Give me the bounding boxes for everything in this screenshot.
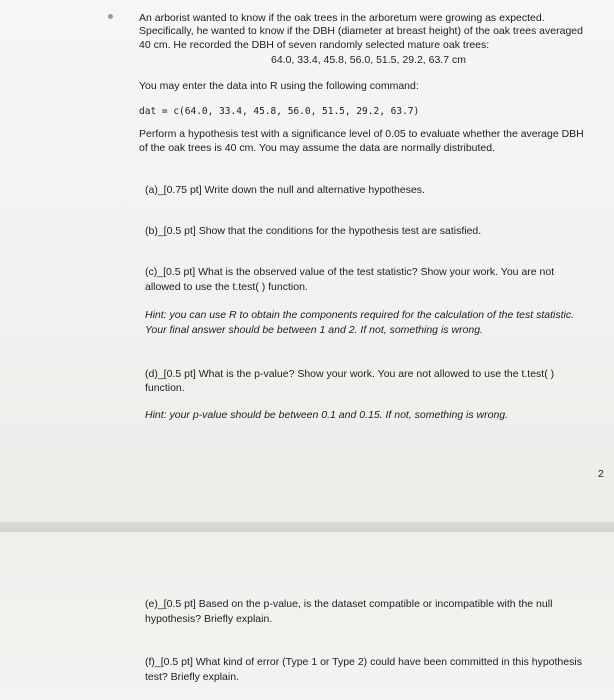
question-f-line-1: (f)_[0.5 pt] What kind of error (Type 1 or Type 2) could have been committed in this hypothesis [145,656,582,668]
bullet-dot [108,14,113,19]
question-d-hint: Hint: your p-value should be between 0.1 and 0.15. If not, something is wrong. [145,409,509,421]
data-values: 64.0, 33.4, 45.8, 56.0, 51.5, 29.2, 63.7 cm [271,54,466,66]
question-c-line-1: (c)_[0.5 pt] What is the observed value of the test statistic? Show your work. You are not [145,266,555,278]
question-c-line-2: allowed to use the t.test( ) function. [145,281,308,293]
question-e-line-1: (e)_[0.5 pt] Based on the p-value, is the dataset compatible or incompatible with the null [145,598,553,610]
intro-line-3: 40 cm. He recorded the DBH of seven randomly selected mature oak trees: [139,39,490,51]
question-f-line-2: test? Briefly explain. [145,671,239,683]
question-e-line-2: hypothesis? Briefly explain. [145,613,273,625]
intro-line-2: Specifically, he wanted to know if the DBH (diameter at breast height) of the oak trees averaged [139,25,583,37]
question-d-line-1: (d)_[0.5 pt] What is the p-value? Show your work. You are not allowed to use the t.test( ) [145,368,555,380]
task-line-2: of the oak trees is 40 cm. You may assume the data are normally distributed. [139,142,496,154]
question-b: (b)_[0.5 pt] Show that the conditions for the hypothesis test are satisfied. [145,225,482,237]
question-a: (a)_[0.75 pt] Write down the null and alternative hypotheses. [145,184,425,196]
question-c-hint-1: Hint: you can use R to obtain the components required for the calculation of the test statistic. [145,309,574,321]
r-instruction: You may enter the data into R using the following command: [139,80,419,92]
r-command: dat = c(64.0, 33.4, 45.8, 56.0, 51.5, 29.2, 63.7) [139,106,420,117]
page-number: 2 [598,468,604,480]
task-line-1: Perform a hypothesis test with a significance level of 0.05 to evaluate whether the average DBH [139,128,584,140]
page-lower [0,532,614,700]
question-c-hint-2: Your final answer should be between 1 and 2. If not, something is wrong. [145,324,483,336]
intro-line-1: An arborist wanted to know if the oak trees in the arboretum were growing as expected. [139,12,545,24]
question-d-line-2: function. [145,382,185,394]
